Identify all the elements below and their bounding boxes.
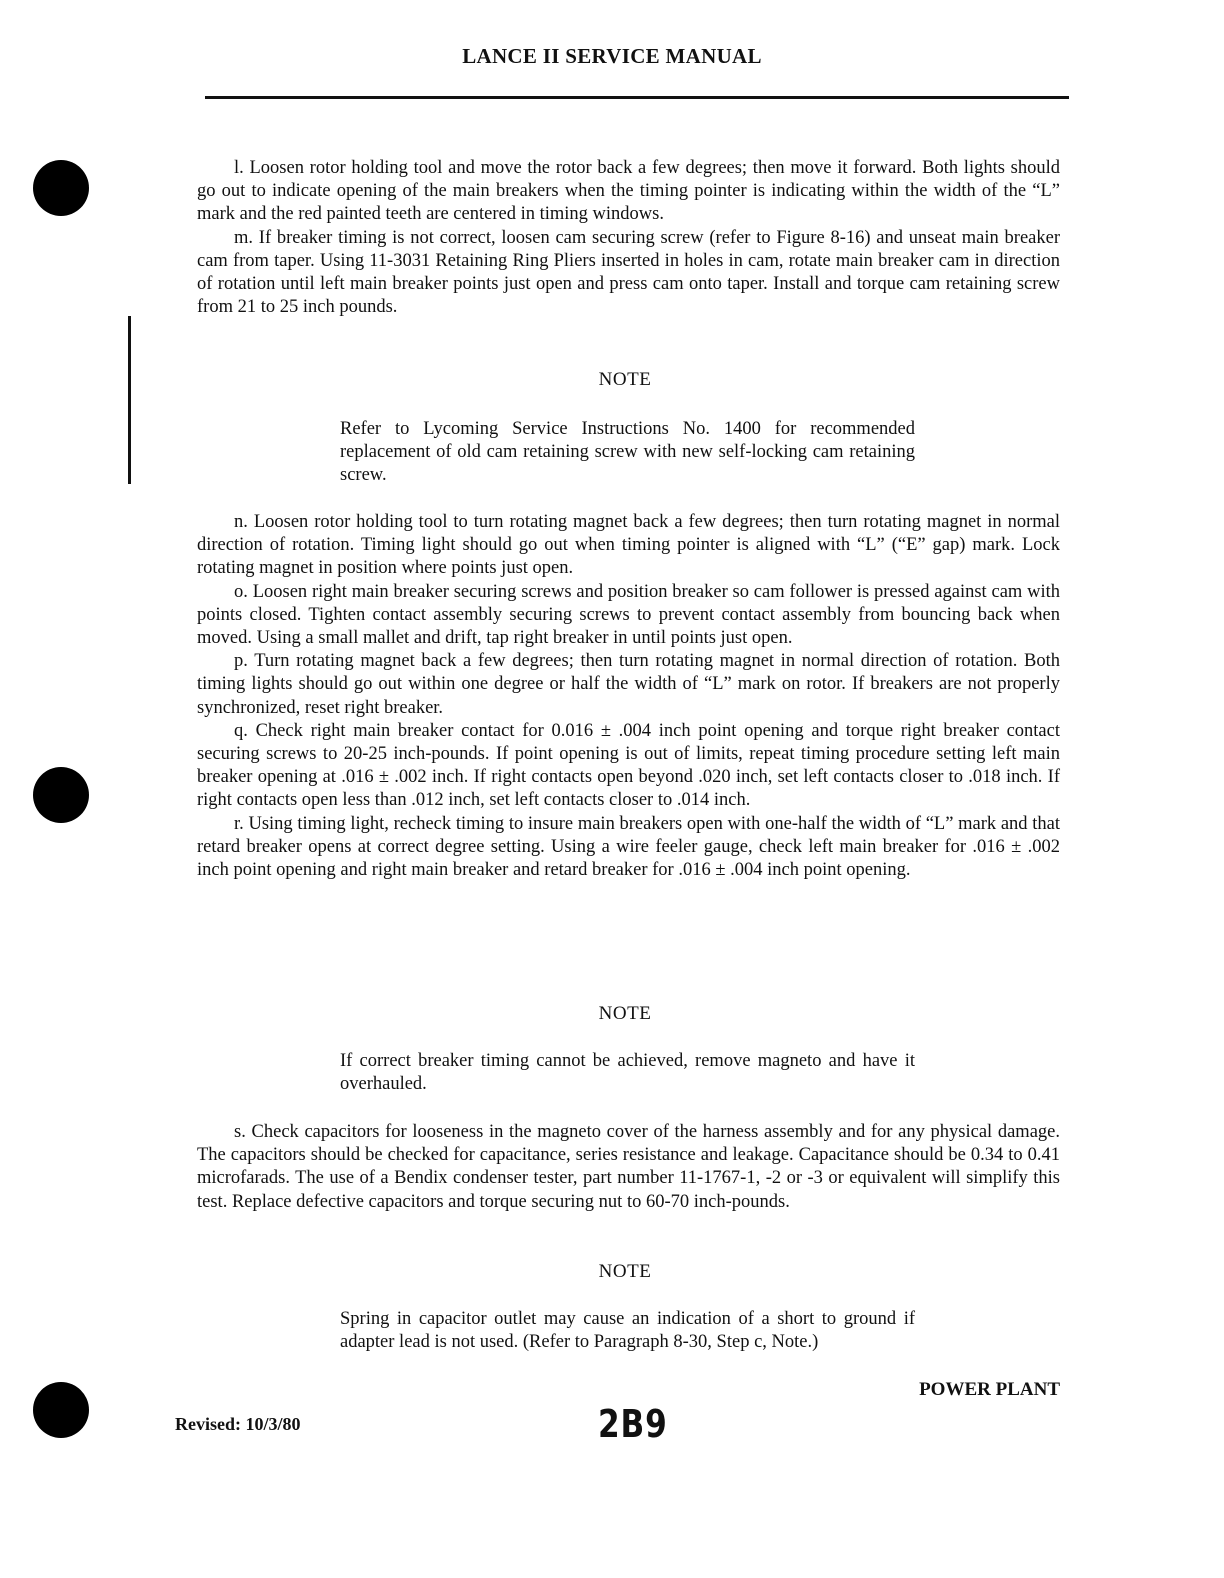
note-text-3: Spring in capacitor outlet may cause an indication of a short to ground if adapter lead is not used. (Refer to Paragraph 8-30, Step c, Note.) <box>340 1309 915 1352</box>
step-n <box>197 511 1060 581</box>
step-l <box>197 157 1060 227</box>
step-text: If breaker timing is not correct, loosen cam securing screw (refer to Figure 8-16) and unseat main breaker cam from taper. Using 11-3031 Retaining Ring Pliers inserted in holes in cam, rotate main breaker cam in direction of rotation until left main breaker points just open and press cam onto taper. Install and torque cam retaining screw from 21 to 25 inch pounds. <box>197 227 1060 318</box>
steps-group-1 <box>197 157 1060 319</box>
step-text: Turn rotating magnet back a few degrees; then turn rotating magnet in normal direction of rotation. Both timing lights should go out within one degree or half the width of “L” mark on rotor. If breakers are not properly synchronized, reset right breaker. <box>197 651 1060 718</box>
note-text-1: Refer to Lycoming Service Instructions No. 1400 for recommended replacement of old cam retaining screw with new self-locking cam retaining screw. <box>340 419 915 485</box>
manual-title: LANCE II SERVICE MANUAL <box>462 44 762 68</box>
header-rule <box>205 96 1069 99</box>
step-r <box>197 813 1060 883</box>
step-label: p. <box>234 651 248 672</box>
steps-group-3 <box>197 1121 1060 1214</box>
step-label: o. <box>234 581 248 602</box>
note-heading-1: NOTE <box>598 369 652 390</box>
step-label: q. <box>234 720 248 741</box>
step-p <box>197 650 1060 720</box>
note-heading-2: NOTE <box>598 1003 652 1024</box>
step-text: Check capacitors for looseness in the magneto cover of the harness assembly and for any physical damage. The capacitors should be checked for capacitance, series resistance and leakage. Capacitance should be 0.34 to 0.41 microfarads. The use of a Bendix condenser tester, part number 11-1767-1, -2 or -3 or equivalent will simplify this test. Replace defective capacitors and torque securing nut to 60-70 inch-pounds. <box>197 1122 1060 1212</box>
steps-group-2 <box>197 511 1060 882</box>
step-o <box>197 581 1060 651</box>
revision-bar <box>128 316 131 484</box>
step-label: n. <box>234 512 248 532</box>
binder-hole-middle <box>33 767 89 823</box>
step-text: Loosen right main breaker securing screws and position breaker so cam follower is pressed against cam with points closed. Tighten contact assembly securing screws to prevent contact assembly from bouncing back when moved. Using a small mallet and drift, tap right breaker in until points just open. <box>197 581 1061 649</box>
note-heading-3: NOTE <box>598 1261 652 1282</box>
step-m <box>197 227 1060 320</box>
step-text: Check right main breaker contact for 0.016 ± .004 inch point opening and torque right breaker contact securing screws to 20-25 inch-pounds. If point opening is out of limits, repeat timing procedure setting left main breaker opening at .016 ± .002 inch. If right contacts open beyond .020 inch, set left contacts closer to .018 inch. If right contacts open less than .012 inch, set left contacts closer to .014 inch. <box>197 720 1060 811</box>
step-label: s. <box>234 1122 246 1142</box>
step-label: m. <box>234 227 254 248</box>
step-text: Using timing light, recheck timing to insure main breakers open with one-half the width of “L” mark and that retard breaker opens at correct degree setting. Using a wire feeler gauge, check left main breaker for .016 ± .002 inch point opening and right main breaker and retard breaker for .016 ± .004 inch point opening. <box>197 813 1060 881</box>
step-text: Loosen rotor holding tool to turn rotating magnet back a few degrees; then turn rotating magnet in normal direction of rotation. Timing light should go out when timing pointer is aligned with “L” (“E” gap) mark. Lock rotating magnet in position where points just open. <box>197 512 1061 579</box>
step-text: Loosen rotor holding tool and move the rotor back a few degrees; then move it forward. Both lights should go out to indicate opening of the main breakers when the timing pointer is indicating within the width of the “L” mark and the red painted teeth are centered in timing windows. <box>197 158 1060 225</box>
section-name: POWER PLANT <box>919 1379 1060 1400</box>
note-text-2: If correct breaker timing cannot be achieved, remove magneto and have it overhauled. <box>340 1051 915 1094</box>
step-label: r. <box>234 813 244 834</box>
binder-hole-bottom <box>33 1382 89 1438</box>
binder-hole-top <box>33 160 89 216</box>
page-number: 2B9 <box>598 1402 668 1446</box>
step-q <box>197 720 1060 813</box>
step-label: l. <box>234 158 244 178</box>
step-s <box>197 1121 1060 1214</box>
revision-date: Revised: 10/3/80 <box>175 1414 301 1434</box>
